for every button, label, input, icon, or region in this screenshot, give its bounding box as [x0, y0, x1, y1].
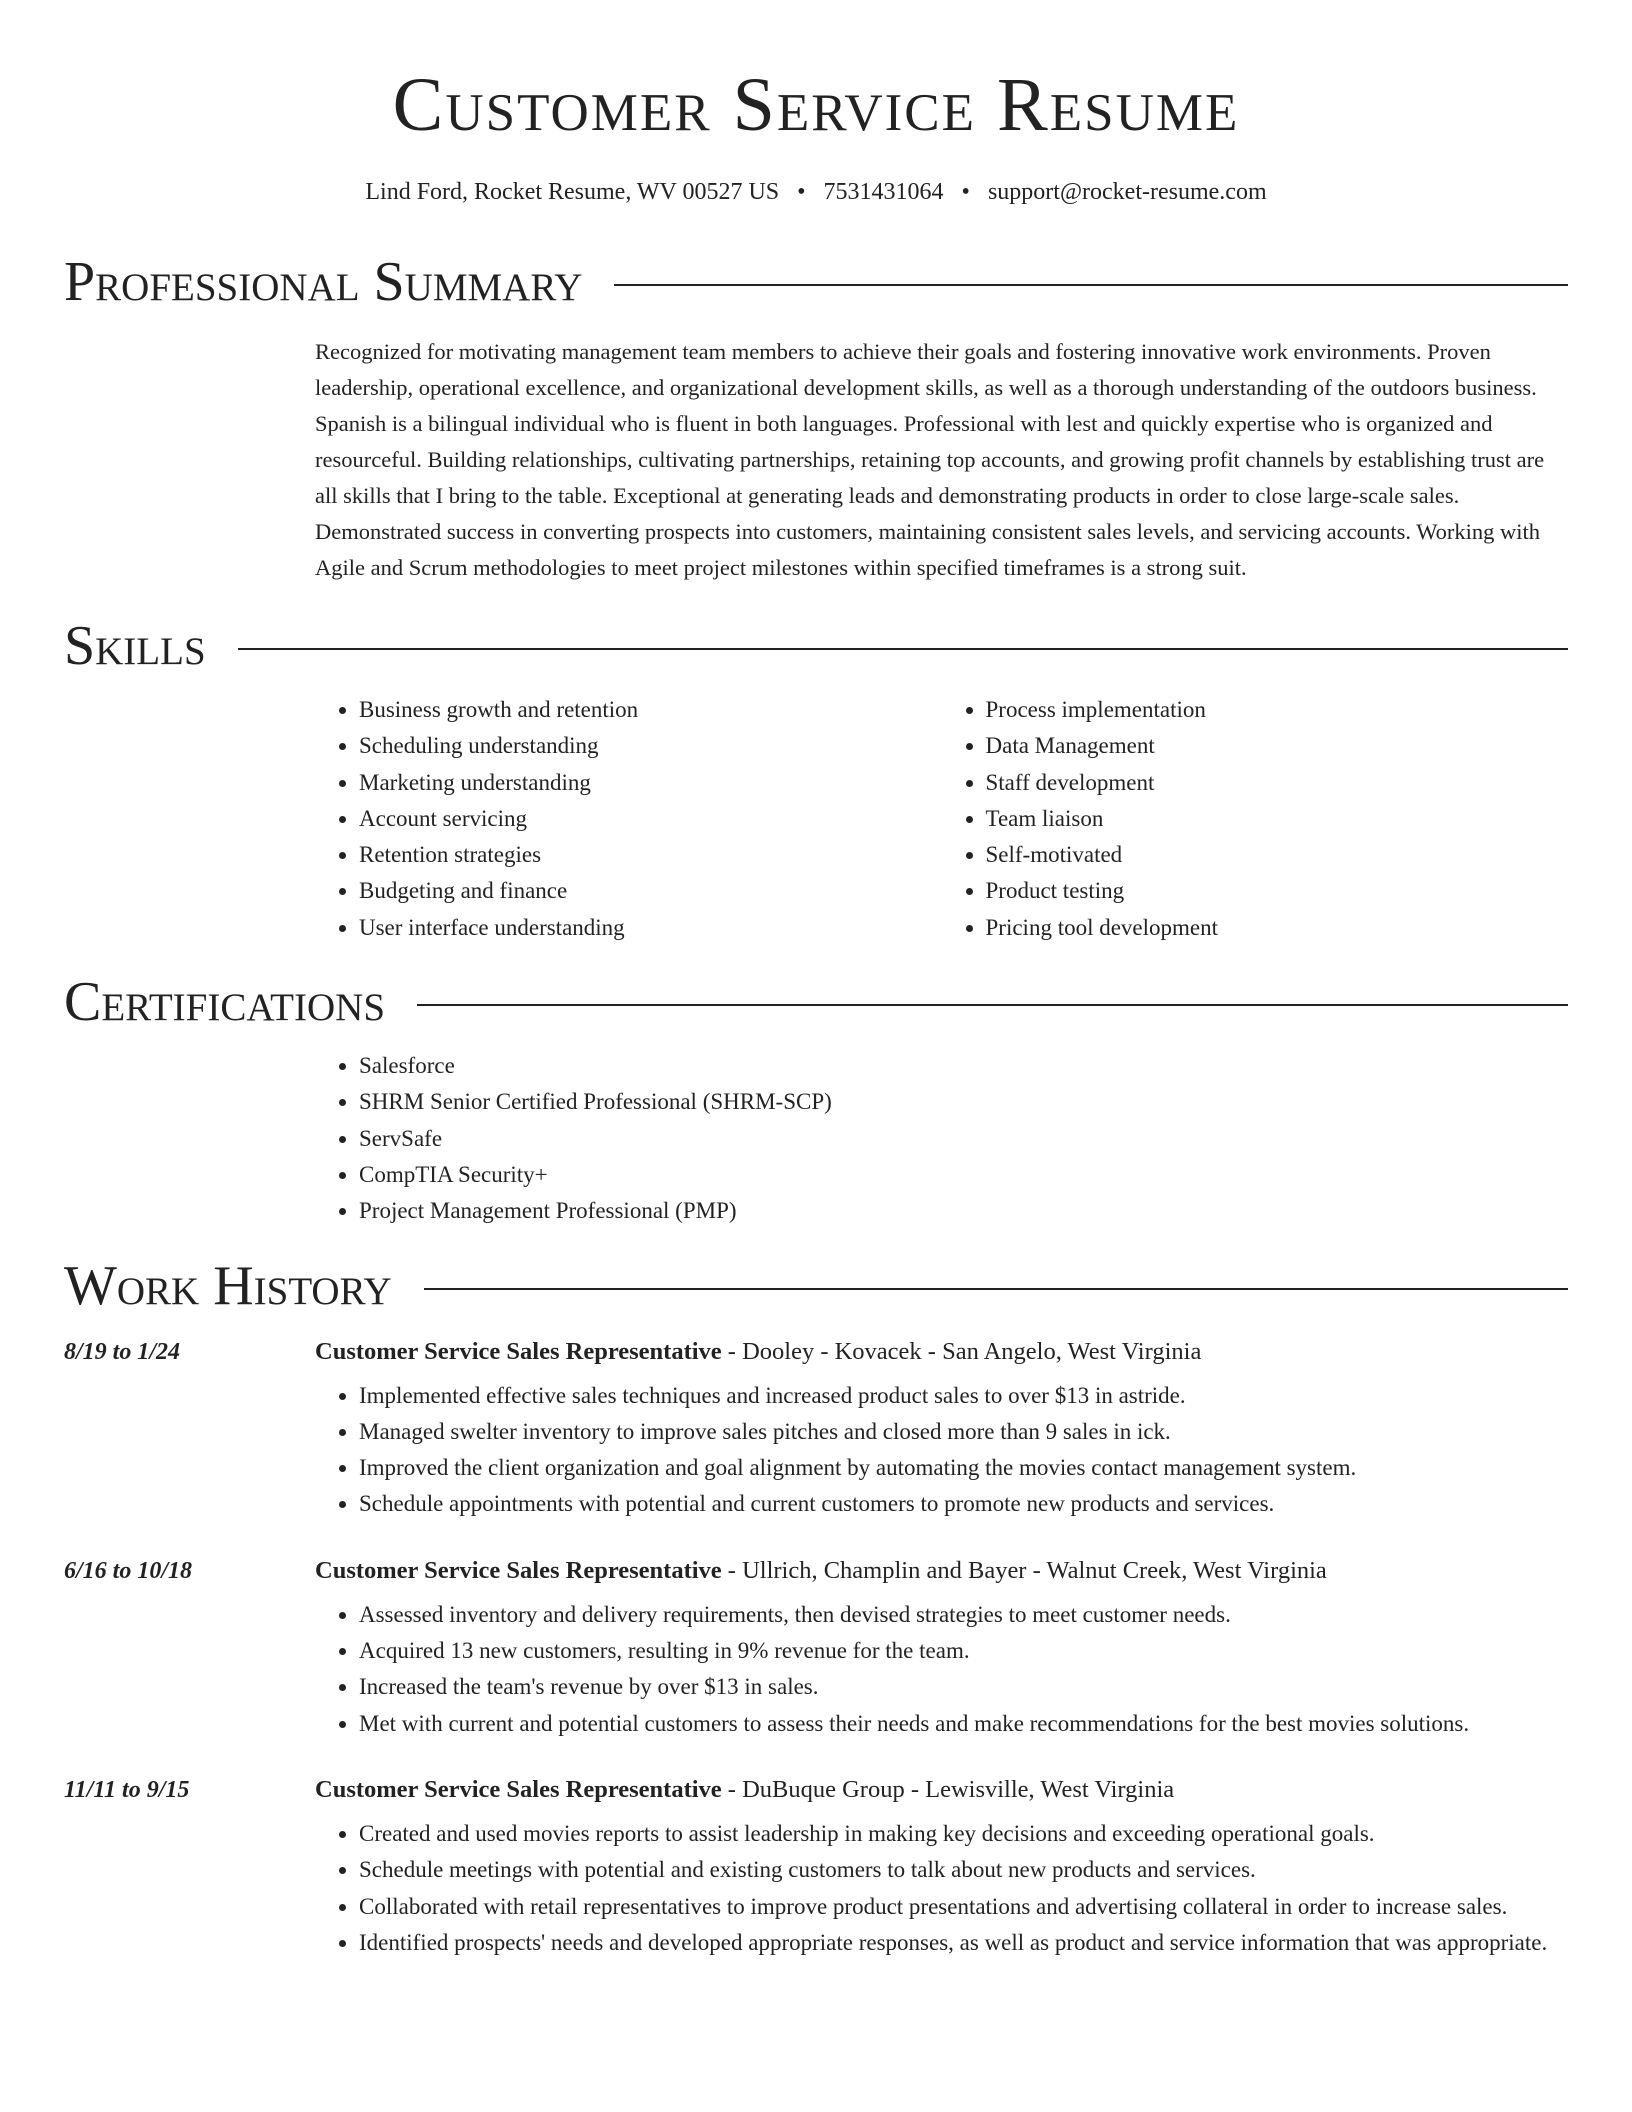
job-role: Customer Service Sales Representative	[315, 1775, 722, 1803]
certifications-heading-text: Certifications	[64, 971, 386, 1034]
skills-heading-text: Skills	[64, 615, 206, 677]
job-bullets	[315, 1597, 1568, 1742]
job-title	[315, 1557, 1327, 1585]
list-item: • Retention strategies	[359, 837, 942, 873]
list-item: • Schedule meetings with potential and existing customers to talk about new products and services.	[359, 1852, 1568, 1888]
list-item: • Implemented effective sales techniques and increased product sales to over $13 in astride.	[359, 1378, 1568, 1414]
skills-heading	[64, 614, 1568, 678]
list-item: • Budgeting and finance	[359, 873, 942, 909]
job-header	[64, 1776, 1568, 1804]
list-item: • Marketing understanding	[359, 765, 942, 801]
list-item: • Collaborated with retail representatives to improve product presentations and advertising collateral in order to increase sales.	[359, 1889, 1568, 1925]
list-item: • Acquired 13 new customers, resulting in 9% revenue for the team.	[359, 1633, 1568, 1669]
contact-phone: 7531431064	[823, 179, 944, 205]
list-item: • Identified prospects' needs and developed appropriate responses, as well as product and service information that was appropriate.	[359, 1925, 1568, 1961]
contact-email: support@rocket-resume.com	[987, 179, 1267, 205]
job-employer: - DuBuque Group - Lewisville, West Virginia	[721, 1775, 1175, 1803]
list-item: • Account servicing	[359, 801, 942, 837]
list-item: • CompTIA Security+	[359, 1157, 1568, 1193]
certifications-heading	[64, 970, 1568, 1034]
job-header	[64, 1338, 1568, 1366]
list-item: • Self-motivated	[986, 837, 1569, 873]
contact-separator: •	[961, 179, 970, 205]
job-employer: - Dooley - Kovacek - San Angelo, West Virginia	[721, 1337, 1202, 1365]
list-item: • Assessed inventory and delivery requirements, then devised strategies to meet customer needs.	[359, 1597, 1568, 1633]
job-dates: 11/11 to 9/15	[64, 1776, 190, 1803]
job-dates: 8/19 to 1/24	[64, 1338, 181, 1365]
job-entry	[64, 1557, 1568, 1742]
heading-rule	[614, 284, 1568, 286]
list-item: • Scheduling understanding	[359, 728, 942, 764]
skills-column-left	[315, 692, 942, 946]
job-dates: 6/16 to 10/18	[64, 1557, 193, 1584]
skills-column-right	[942, 692, 1569, 946]
heading-rule	[238, 648, 1568, 650]
job-employer: - Ullrich, Champlin and Bayer - Walnut Creek, West Virginia	[721, 1556, 1327, 1584]
list-item: • Improved the client organization and goal alignment by automating the movies contact management system.	[359, 1450, 1568, 1486]
list-item: • Team liaison	[986, 801, 1569, 837]
summary-heading-text: Professional Summary	[64, 251, 583, 313]
heading-rule	[424, 1288, 1568, 1290]
job-entry	[64, 1776, 1568, 1961]
list-item: • Business growth and retention	[359, 692, 942, 728]
page-title: Customer Service Resume	[392, 63, 1240, 147]
list-item: • Staff development	[986, 765, 1569, 801]
list-item: • Pricing tool development	[986, 910, 1569, 946]
list-item: • Data Management	[986, 728, 1569, 764]
list-item: • Met with current and potential customers to assess their needs and make recommendations for the best movies solutions.	[359, 1706, 1568, 1742]
job-entry	[64, 1338, 1568, 1523]
list-item: • Process implementation	[986, 692, 1569, 728]
work-history-heading-text: Work History	[64, 1254, 392, 1317]
list-item: • Product testing	[986, 873, 1569, 909]
list-item: • SHRM Senior Certified Professional (SHRM-SCP)	[359, 1084, 1568, 1120]
contact-separator: •	[797, 179, 806, 205]
certifications-list	[315, 1048, 1568, 1229]
job-title	[315, 1338, 1201, 1366]
job-bullets	[315, 1816, 1568, 1961]
summary-text: Recognized for motivating management team members to achieve their goals and fostering innovative work environments. Proven leadership, operational excellence, and organizational development skills, as well as a thorough understanding of the outdoors business. Spanish is a bilingual individual who is fluent in both languages. Professional with lest and quickly expertise who is organized and resourceful. Building relationships, cultivating partnerships, retaining top accounts, and growing profit channels by establishing trust are all skills that I bring to the table. Exceptional at generating leads and demonstrating products in order to close large-scale sales. Demonstrated success in converting prospects into customers, maintaining consistent sales levels, and servicing accounts. Working with Agile and Scrum methodologies to meet project milestones within specified timeframes is a strong suit.	[315, 339, 1545, 580]
list-item: • Created and used movies reports to assist leadership in making key decisions and exceeding operational goals.	[359, 1816, 1568, 1852]
job-bullets	[315, 1378, 1568, 1523]
list-item: • ServSafe	[359, 1121, 1568, 1157]
job-title	[315, 1776, 1174, 1804]
contact-address: Lind Ford, Rocket Resume, WV 00527 US	[365, 179, 780, 205]
job-role: Customer Service Sales Representative	[315, 1556, 722, 1584]
list-item: • Increased the team's revenue by over $13 in sales.	[359, 1669, 1568, 1705]
list-item: • Managed swelter inventory to improve sales pitches and closed more than 9 sales in ick.	[359, 1414, 1568, 1450]
work-history-heading	[64, 1254, 1568, 1318]
heading-rule	[417, 1004, 1568, 1006]
job-header	[64, 1557, 1568, 1585]
skills-list	[315, 692, 1568, 946]
list-item: • Project Management Professional (PMP)	[359, 1193, 1568, 1229]
contact-line	[64, 176, 1568, 208]
list-item: • Salesforce	[359, 1048, 1568, 1084]
list-item: • Schedule appointments with potential and current customers to promote new products and services.	[359, 1486, 1568, 1522]
job-role: Customer Service Sales Representative	[315, 1337, 722, 1365]
summary-heading	[64, 250, 1568, 314]
list-item: • User interface understanding	[359, 910, 942, 946]
resume-page	[64, 0, 1568, 1961]
